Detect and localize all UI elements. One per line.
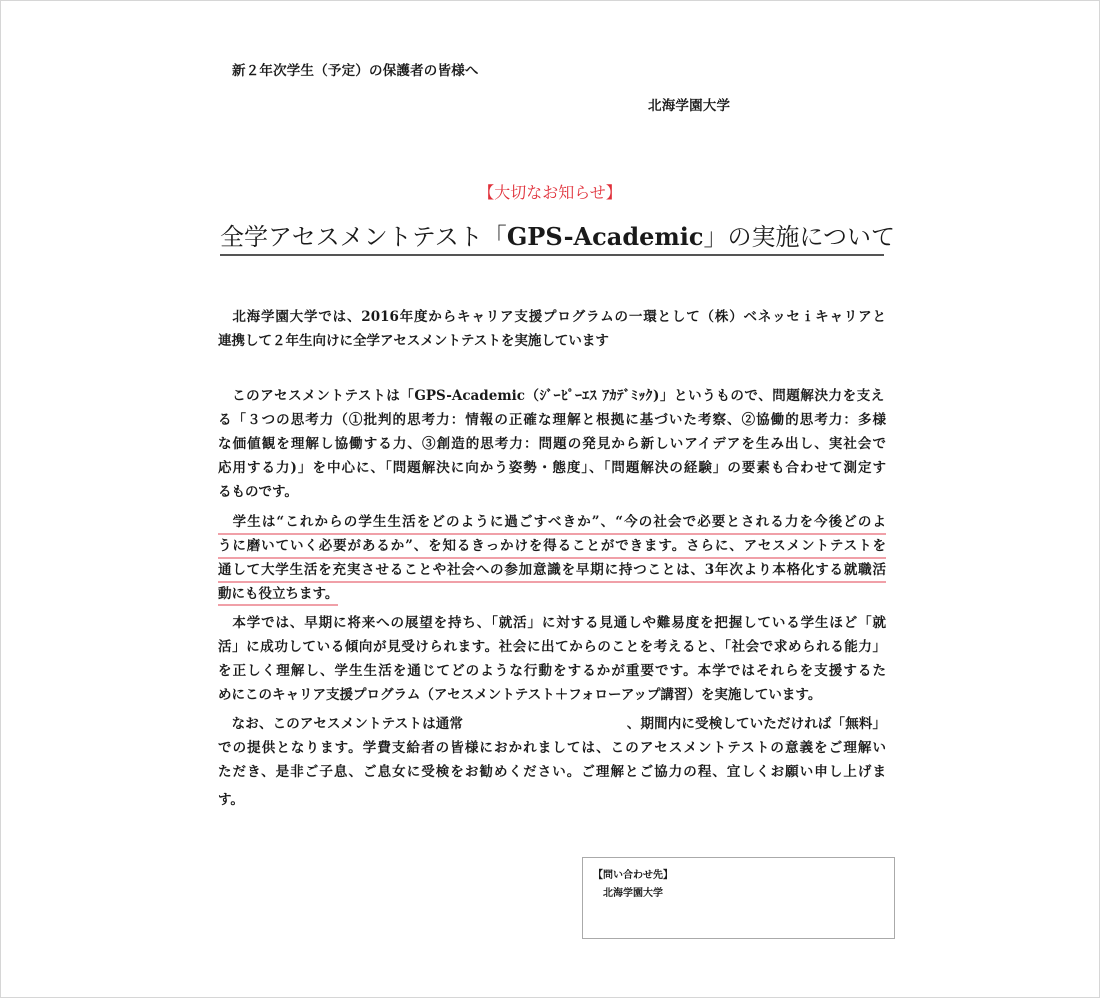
paragraph-line: このアセスメントテストは「GPS-Academic（ｼﾞｰﾋﾟｰｴｽ ｱｶﾃﾞﾐｯｸ)」というもので、問題解決力を支え bbox=[218, 388, 885, 404]
paragraph-line: 本学では、早期に将来への展望を持ち、「就活」に対する見通しや難易度を把握している学生ほど「就 bbox=[218, 615, 886, 631]
paragraph-line: 学生は“これからの学生生活をどのように過ごすべきか”、“今の社会で必要とされる力を今後どのよ bbox=[218, 513, 886, 535]
paragraph-line: るものです。 bbox=[218, 484, 298, 500]
underlined-text: 動にも役立ちます。 bbox=[218, 586, 338, 606]
paragraph-line: 応用する力)」を中心に、「問題解決に向かう姿勢・態度」、「問題解決の経験」の要素も合わせて測定す bbox=[218, 460, 886, 476]
paragraph-line: 通して大学生活を充実させることや社会への参加意識を早期に持つことは、3年次より本格化する就職活 bbox=[218, 561, 886, 583]
addressee: 新２年次学生（予定）の保護者の皆様へ bbox=[232, 63, 479, 79]
paragraph-line bbox=[218, 585, 338, 603]
paragraph-line: 北海学園大学では、2016年度からキャリア支援プログラムの一環として（株）ベネッセｉキャリアと bbox=[218, 309, 886, 325]
contact-name: 北海学園大学 bbox=[603, 888, 663, 899]
document-title bbox=[220, 222, 896, 256]
paragraph-line: 連携して２年生向けに全学アセスメントテストを実施しています bbox=[218, 333, 609, 349]
paragraph-line: ただき、是非ご子息、ご息女に受検をお勧めください。ご理解とご協力の程、宜しくお願い申し上げま bbox=[218, 764, 886, 780]
contact-box bbox=[582, 857, 895, 939]
paragraph-line: す。 bbox=[218, 792, 244, 808]
title-after: 」の実施について bbox=[703, 223, 896, 251]
title-before: 全学アセスメントテスト「 bbox=[220, 223, 507, 251]
paragraph-line: なお、このアセスメントテストは通常 、期間内に受検していただければ「無料」 bbox=[218, 716, 886, 732]
paragraph-line: での提供となります。学費支給者の皆様におかれましては、このアセスメントテストの意義をご理解い bbox=[218, 740, 886, 756]
paragraph-line: うに磨いていく必要があるか”、を知るきっかけを得ることができます。さらに、アセスメントテストを bbox=[218, 537, 886, 559]
paragraph-line: を正しく理解し、学生生活を通じてどのような行動をするかが重要です。本学ではそれらを支援するた bbox=[218, 663, 886, 679]
paragraph-line: る「３つの思考力（①批判的思考力：情報の正確な理解と根拠に基づいた考察、②協働的思考力：多様 bbox=[218, 412, 886, 428]
paragraph-line: めにこのキャリア支援プログラム（アセスメントテスト＋フォローアップ講習）を実施しています。 bbox=[218, 687, 822, 703]
paragraph-line: な価値観を理解し協働する力、③創造的思考力：問題の発見から新しいアイデアを生み出し、実社会で bbox=[218, 436, 886, 452]
notice-label: 【大切なお知らせ】 bbox=[478, 183, 622, 202]
title-bold: GPS-Academic bbox=[506, 222, 704, 251]
contact-label: 【問い合わせ先】 bbox=[593, 870, 673, 881]
paragraph-line: 活」に成功している傾向が見受けられます。社会に出てからのことを考えると、「社会で求められる能力」 bbox=[218, 639, 886, 655]
sender: 北海学園大学 bbox=[648, 98, 731, 114]
